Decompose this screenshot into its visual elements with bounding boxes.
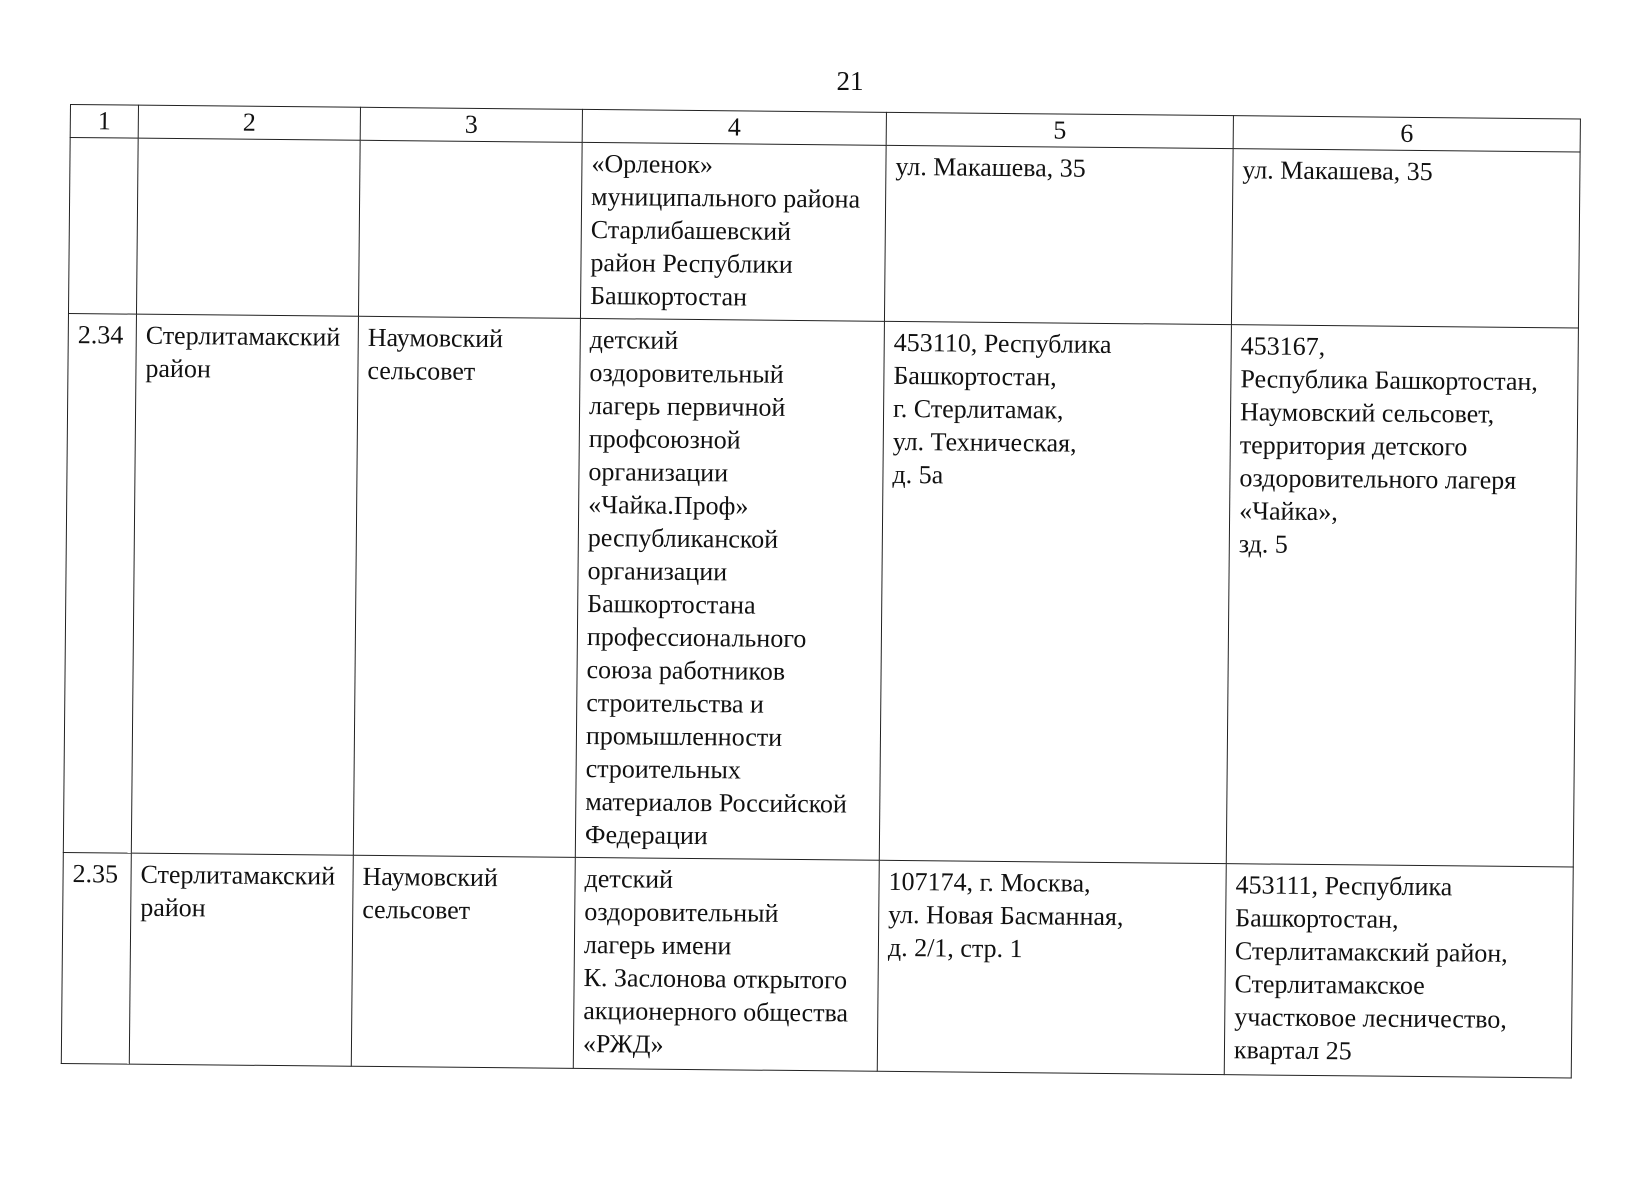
column-header-1: 1 <box>70 105 138 139</box>
row-number-cell <box>68 138 138 315</box>
organization-cell: детский оздоровительный лагерь имени К. Заслонова открытого акционерного общества «РЖД» <box>573 857 879 1071</box>
table-row-continuation <box>68 138 1580 328</box>
legal-address-cell: ул. Макашева, 35 <box>884 145 1233 324</box>
column-header-4: 4 <box>582 109 886 145</box>
settlement-cell <box>358 140 582 318</box>
legal-address-cell: 107174, г. Москва, ул. Новая Басманная, д. 2/1, стр. 1 <box>877 860 1226 1074</box>
district-cell <box>136 138 360 316</box>
page-number: 21 <box>836 66 864 96</box>
row-number-cell: 2.35 <box>61 852 131 1064</box>
settlement-cell: Наумовский сельсовет <box>353 316 580 857</box>
column-header-2: 2 <box>138 105 360 140</box>
district-cell: Стерлитамакский район <box>129 853 353 1066</box>
organization-cell: «Орленок» муниципального района Старлибашевский район Республики Башкортостан <box>580 142 886 321</box>
row-number-cell: 2.34 <box>63 313 136 853</box>
table-row-2-35 <box>61 852 1573 1077</box>
column-header-6: 6 <box>1233 116 1580 152</box>
legal-address-cell: 453110, Республика Башкортостан, г. Стерлитамак, ул. Техническая, д. 5а <box>879 321 1231 863</box>
organization-cell: детский оздоровительный лагерь первичной профсоюзной организации «Чайка.Проф» республиканской организации Башкортостана профессионального союза работников строительства и промышленности строительных материалов Российской Федерации <box>575 318 884 860</box>
column-header-5: 5 <box>886 112 1233 148</box>
actual-address-cell: 453167, Республика Башкортостан, Наумовский сельсовет, территория детского оздоровительного лагеря «Чайка», зд. 5 <box>1226 325 1578 867</box>
camps-table <box>61 104 1581 1078</box>
district-cell: Стерлитамакский район <box>131 314 358 855</box>
table-row-2-34 <box>63 313 1578 866</box>
settlement-cell: Наумовский сельсовет <box>351 855 575 1068</box>
actual-address-cell: 453111, Республика Башкортостан, Стерлитамакский район, Стерлитамакское участковое лесничество, квартал 25 <box>1224 864 1573 1078</box>
column-header-3: 3 <box>360 107 582 142</box>
actual-address-cell: ул. Макашева, 35 <box>1231 149 1580 328</box>
